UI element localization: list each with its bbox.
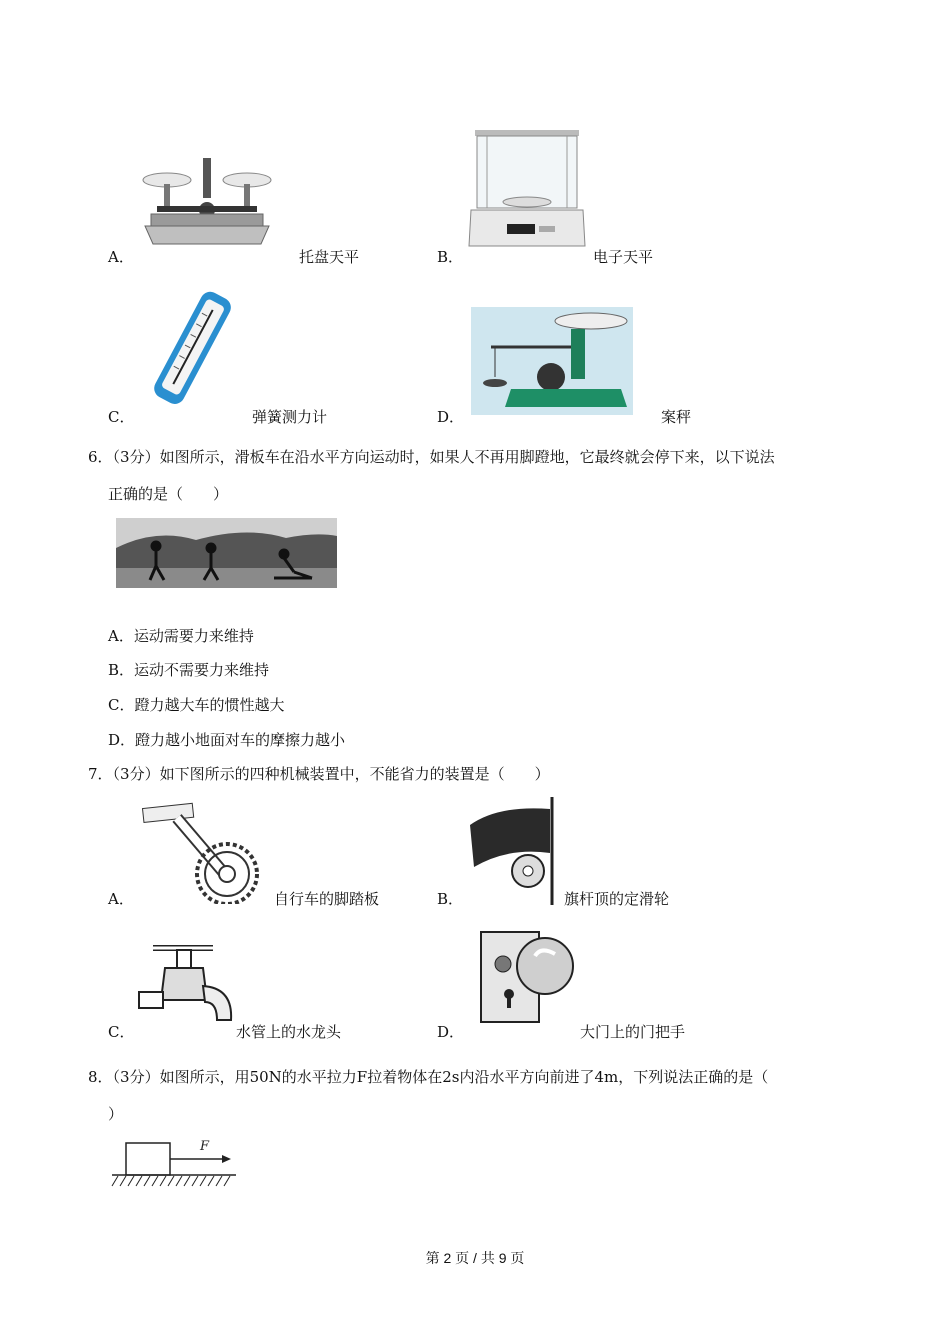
q8-stem-line2: ） [108, 1105, 124, 1123]
scooter-photo [116, 518, 337, 588]
q7-option-a-letter[interactable]: A． [108, 890, 134, 908]
q6-option-b[interactable]: B．运动不需要力来维持 [108, 661, 270, 679]
q5-option-c-letter[interactable]: C． [108, 408, 135, 426]
spring-scale-image [137, 287, 247, 415]
q5-option-b-caption: 电子天平 [593, 248, 654, 266]
q6-option-c[interactable]: C．蹬力越大车的惯性越大 [108, 696, 285, 714]
platform-scale-image [471, 307, 633, 415]
force-label: F [200, 1139, 210, 1154]
q7-option-d-letter[interactable]: D． [437, 1023, 465, 1041]
q6-stem-line2: 正确的是（ ） [108, 485, 229, 503]
door-knob-image [479, 930, 577, 1024]
faucet-image [137, 940, 237, 1040]
page-footer: 第 2 页 / 共 9 页 [425, 1250, 525, 1266]
q7-option-d-caption: 大门上的门把手 [580, 1023, 686, 1041]
q6-option-d[interactable]: D．蹬力越小地面对车的摩擦力越小 [108, 731, 346, 749]
bicycle-pedal-image [137, 800, 272, 904]
force-diagram [110, 1134, 240, 1192]
q5-option-c-caption: 弹簧测力计 [252, 408, 328, 426]
flagpole-pulley-image [468, 797, 560, 905]
q5-option-b-letter[interactable]: B． [437, 248, 464, 266]
q5-option-a-caption: 托盘天平 [299, 248, 360, 266]
q7-option-c-letter[interactable]: C． [108, 1023, 135, 1041]
tray-balance-image [137, 152, 277, 252]
q7-option-b-caption: 旗杆顶的定滑轮 [564, 890, 670, 908]
q7-option-c-caption: 水管上的水龙头 [236, 1023, 342, 1041]
q5-option-a-letter[interactable]: A． [108, 248, 134, 266]
q7-option-a-caption: 自行车的脚踏板 [274, 890, 380, 908]
q7-option-b-letter[interactable]: B． [437, 890, 464, 908]
q7-stem: 7．（3分）如下图所示的四种机械装置中，不能省力的装置是（ ） [88, 765, 550, 783]
q5-option-d-caption: 案秤 [661, 408, 692, 426]
q5-option-d-letter[interactable]: D． [437, 408, 465, 426]
electronic-balance-image [467, 128, 587, 260]
q6-stem-line1: 6．（3分）如图所示，滑板车在沿水平方向运动时，如果人不再用脚蹬地，它最终就会停下来，以下说法 [88, 448, 775, 466]
q8-stem-line1: 8．（3分）如图所示，用50N的水平拉力F拉着物体在2s内沿水平方向前进了4m，下列说法正确的是（ [88, 1068, 769, 1086]
q6-option-a[interactable]: A．运动需要力来维持 [108, 627, 254, 645]
